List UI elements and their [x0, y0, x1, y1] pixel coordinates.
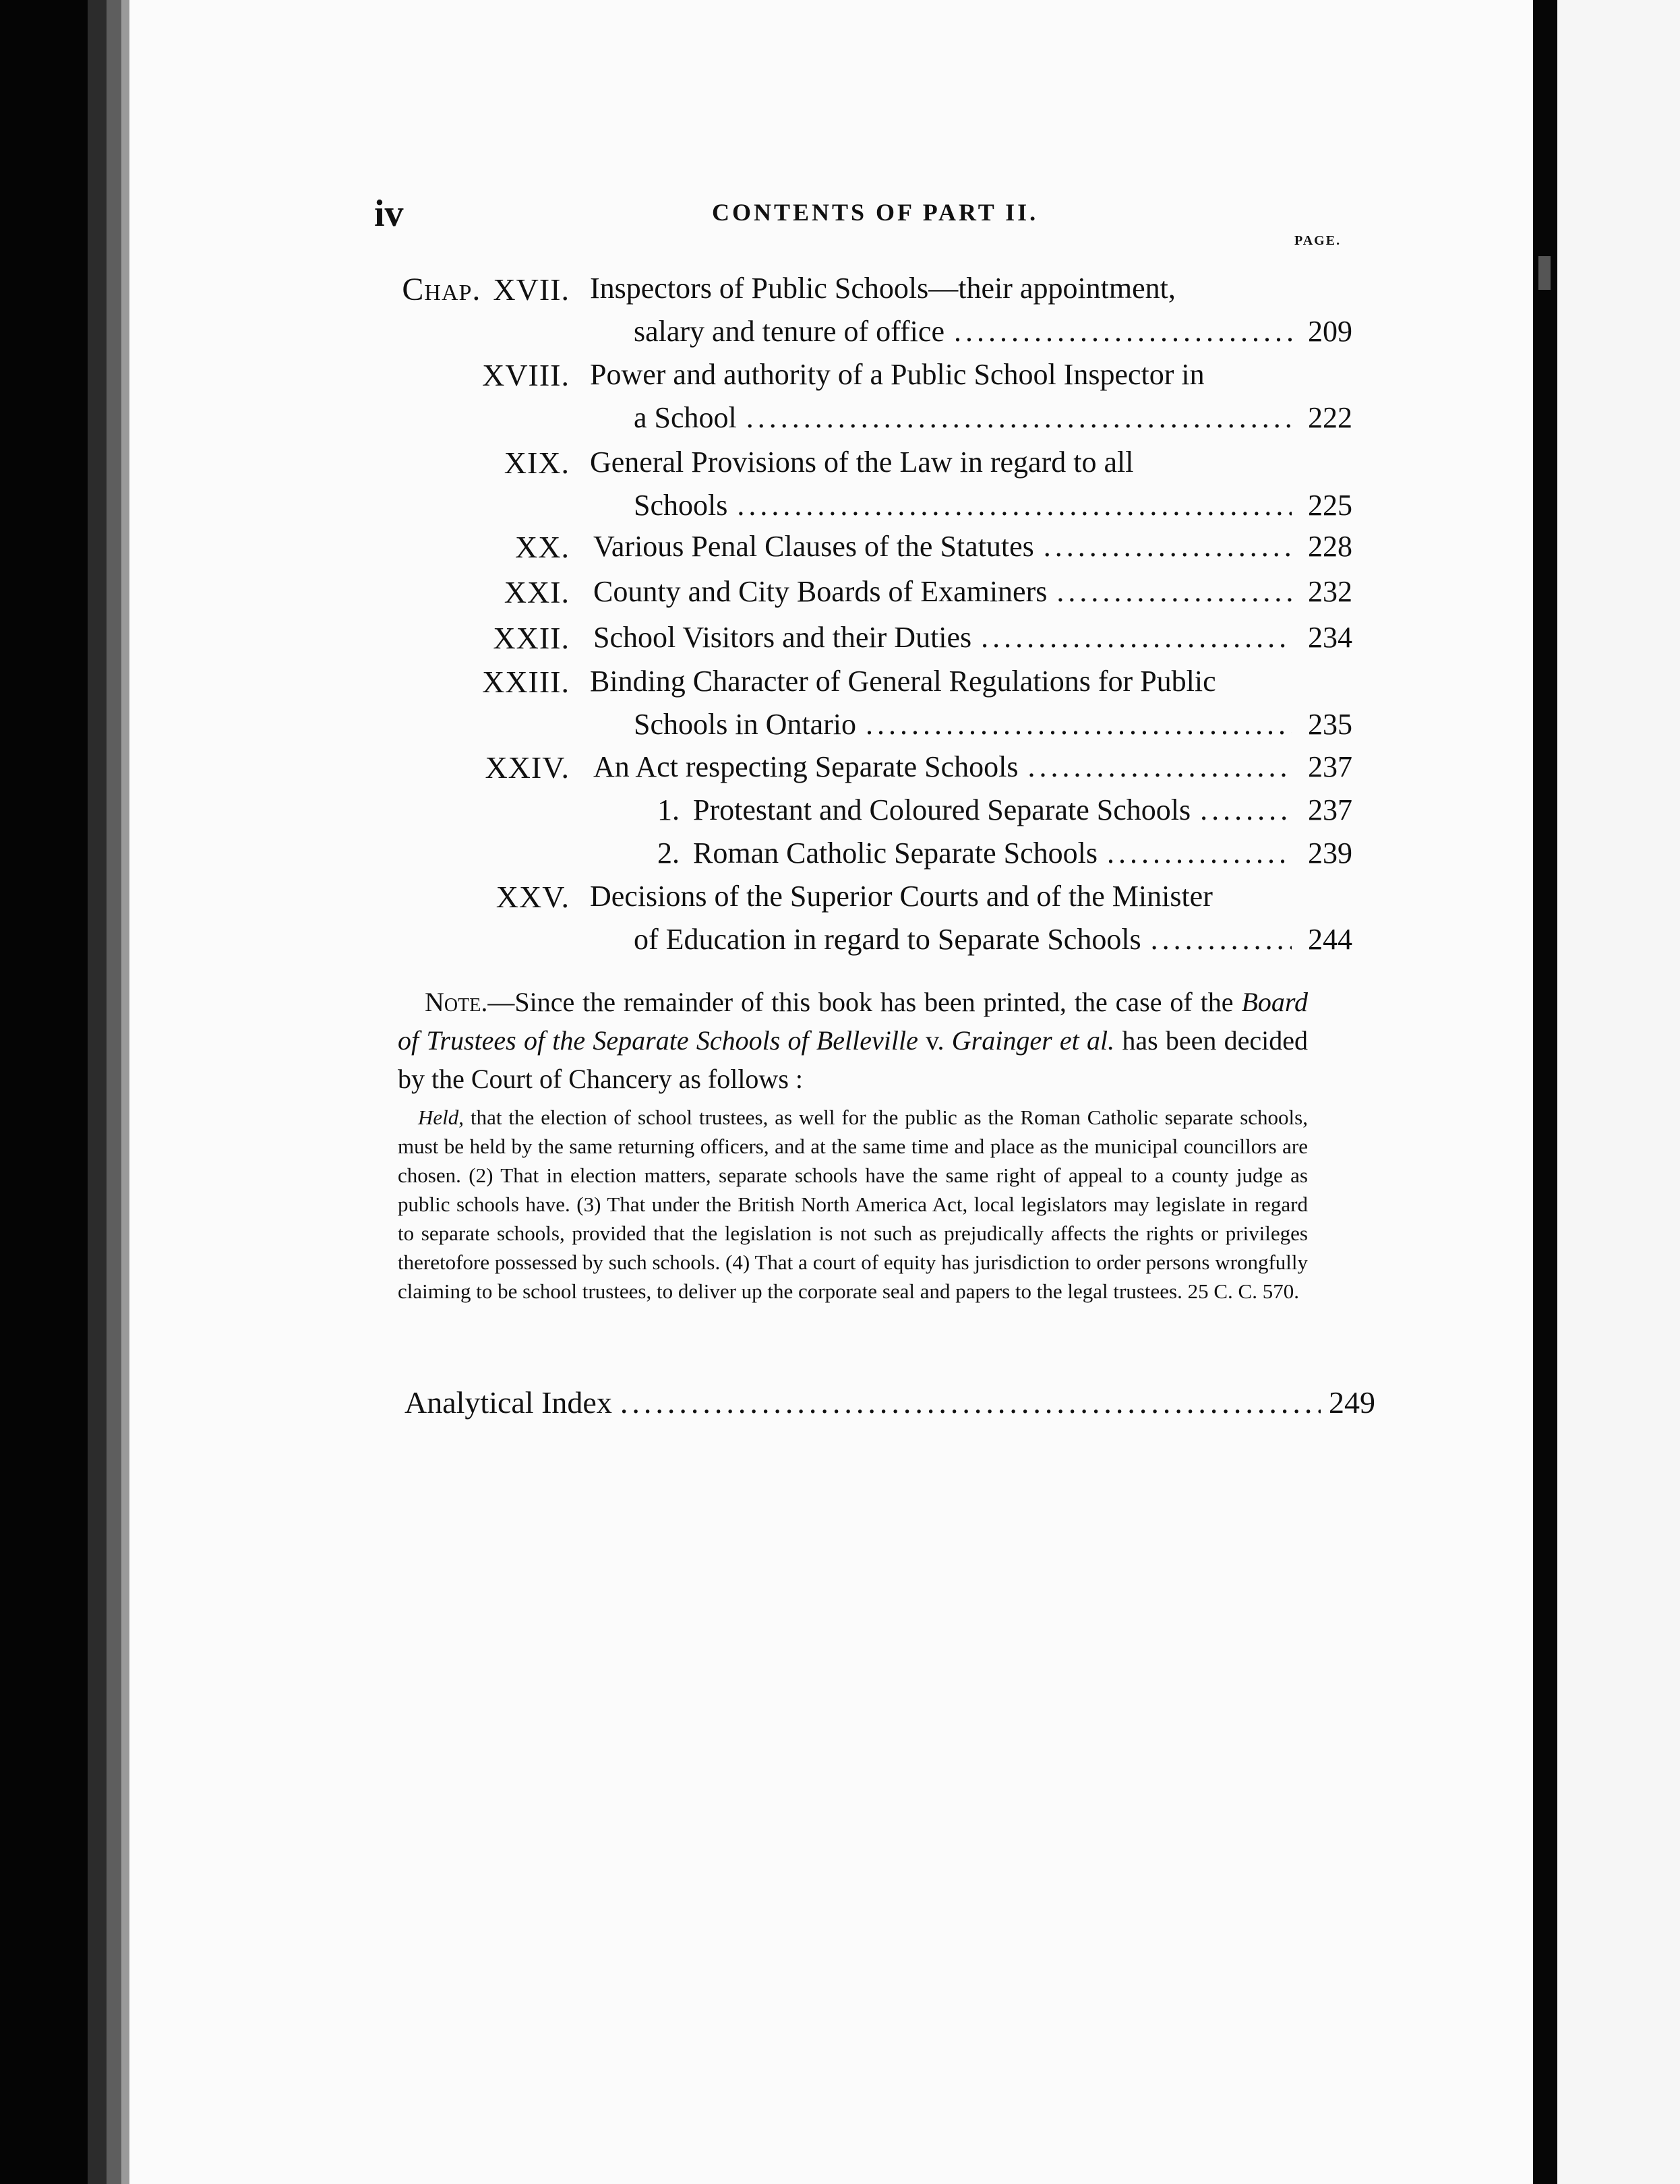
chapter-title-text: School Visitors and their Duties — [593, 621, 972, 654]
chapter-title-line: Power and authority of a Public School Inspector in — [590, 358, 1205, 391]
chapter-title-line: Binding Character of General Regulations for Public — [590, 665, 1216, 698]
chapter-title-final-line — [593, 620, 1301, 655]
chapter-number — [165, 529, 570, 565]
chapter-title-text: An Act respecting Separate Schools — [593, 750, 1019, 783]
chapter-roman-numeral: XVIII. — [482, 358, 570, 392]
page-number-ref: 235 — [1308, 708, 1352, 741]
chapter-roman-numeral: XIX. — [504, 446, 570, 480]
chapter-roman-numeral: XXV. — [496, 880, 570, 914]
leader-dots — [1151, 922, 1292, 957]
chapter-number — [165, 357, 570, 393]
subsection-number: 1. — [657, 793, 680, 826]
chapter-roman-numeral: XXIII. — [482, 665, 570, 699]
note-case-name: Board of Trustees of the Separate Schools of Belleville — [398, 987, 1308, 1056]
index-label: Analytical Index — [404, 1385, 612, 1420]
chapter-number — [165, 879, 570, 915]
book-edge-3 — [121, 0, 129, 2184]
page-number-ref: 237 — [1308, 750, 1352, 783]
chapter-roman-numeral: XXIV. — [485, 750, 570, 785]
chapter-number — [165, 445, 570, 481]
analytical-index-entry — [404, 1385, 1375, 1420]
chapter-number — [165, 750, 570, 785]
chapter-roman-numeral: XXII. — [493, 621, 570, 655]
chapter-title-text: of Education in regard to Separate Schools — [634, 923, 1141, 956]
chapter-roman-numeral: XXI. — [504, 575, 570, 609]
page-gutter — [1533, 0, 1557, 2184]
chapter-title-text: Schools — [634, 489, 728, 522]
book-edge-1 — [88, 0, 107, 2184]
gutter-mark — [1538, 256, 1551, 290]
chapter-title-final-line — [634, 922, 1301, 957]
chapter-title-final-line — [634, 314, 1301, 348]
adjacent-page-edge — [1557, 0, 1680, 2184]
held-label: Held — [418, 1105, 459, 1129]
page-number-ref: 225 — [1308, 489, 1352, 522]
chapter-number — [165, 664, 570, 700]
page-number-ref: 228 — [1308, 530, 1352, 563]
leader-dots — [866, 707, 1292, 741]
index-page: 249 — [1329, 1385, 1375, 1420]
held-text: , that the election of school trustees, as well for the public as the Roman Catholic separate schools, must be held by the same returning officers, and at the same time and place as the municipal councillors are chosen. (2) That in election matters, separate schools have the same right of appeal to a county judge as public schools have. (3) That under the British North America Act, local legislators may legislate in regard to separate schools, provided that the legislation is not such as prejudically affects the rights or privileges theretofore possessed by such schools. (4) That a court of equity has jurisdiction to order persons wrongfully claiming to be school trustees, to deliver up the corporate seal and papers to the legal trustees. 25 C. C. 570. — [398, 1105, 1308, 1303]
chapter-title-final-line — [634, 488, 1301, 522]
leader-dots — [737, 488, 1292, 522]
note-text-b: v. — [918, 1025, 952, 1056]
note-label: Note. — [425, 987, 488, 1017]
page-number-ref: 209 — [1308, 315, 1352, 348]
chapter-number — [165, 620, 570, 656]
chapter-title-final-line — [634, 707, 1301, 741]
chapter-roman-numeral: XVII. — [493, 272, 570, 307]
chapter-number — [165, 574, 570, 610]
page-number-ref: 239 — [1308, 837, 1352, 870]
chapter-roman-numeral: XX. — [515, 530, 570, 564]
chapter-title-text: Roman Catholic Separate Schools — [693, 837, 1098, 870]
page-number: iv — [374, 193, 404, 235]
book-edge-2 — [107, 0, 121, 2184]
leader-dots — [1028, 750, 1292, 784]
chapter-title-final-line — [593, 574, 1301, 609]
note-text-c: has been decided by the Court of Chancery as follows : — [398, 1025, 1309, 1094]
chapter-title-text: Various Penal Clauses of the Statutes — [593, 530, 1034, 563]
leader-dots — [1107, 836, 1292, 870]
leader-dots — [1200, 793, 1292, 827]
note-defendant: Grainger et al. — [951, 1025, 1115, 1056]
scan-edge-dark — [0, 0, 88, 2184]
leader-dots — [1044, 529, 1292, 564]
subsection-number: 2. — [657, 837, 680, 870]
chapter-prefix: Chap. — [402, 272, 481, 307]
chapter-title-text: a School — [634, 401, 737, 434]
chapter-title-text: Schools in Ontario — [634, 708, 856, 741]
page-number-ref: 222 — [1308, 401, 1352, 434]
leader-dots — [981, 620, 1292, 655]
leader-dots — [746, 400, 1292, 435]
page-number-ref: 244 — [1308, 923, 1352, 956]
chapter-title-final-line — [593, 750, 1301, 784]
chapter-number — [165, 271, 570, 308]
note-text-a: —Since the remainder of this book has been printed, the case of the — [487, 987, 1242, 1017]
page-number-ref: 232 — [1308, 575, 1352, 608]
chapter-title-final-line — [657, 793, 1301, 827]
chapter-title-text: County and City Boards of Examiners — [593, 575, 1048, 608]
page-number-ref: 234 — [1308, 621, 1352, 654]
chapter-title-text: salary and tenure of office — [634, 315, 944, 348]
leader-dots — [620, 1385, 1321, 1420]
contents-heading: CONTENTS OF PART II. — [712, 199, 1039, 226]
chapter-title-line: Decisions of the Superior Courts and of the Minister — [590, 880, 1213, 913]
chapter-title-final-line — [657, 836, 1301, 870]
held-paragraph — [398, 1103, 1308, 1306]
note-paragraph — [398, 983, 1308, 1098]
page-number-ref: 237 — [1308, 793, 1352, 826]
page-column-label: PAGE. — [1294, 233, 1342, 248]
chapter-title-line: Inspectors of Public Schools—their appointment, — [590, 272, 1176, 305]
leader-dots — [954, 314, 1292, 348]
leader-dots — [1056, 574, 1292, 609]
chapter-title-final-line — [593, 529, 1301, 564]
chapter-title-line: General Provisions of the Law in regard to all — [590, 446, 1134, 479]
chapter-title-final-line — [634, 400, 1301, 435]
chapter-title-text: Protestant and Coloured Separate Schools — [693, 793, 1191, 826]
